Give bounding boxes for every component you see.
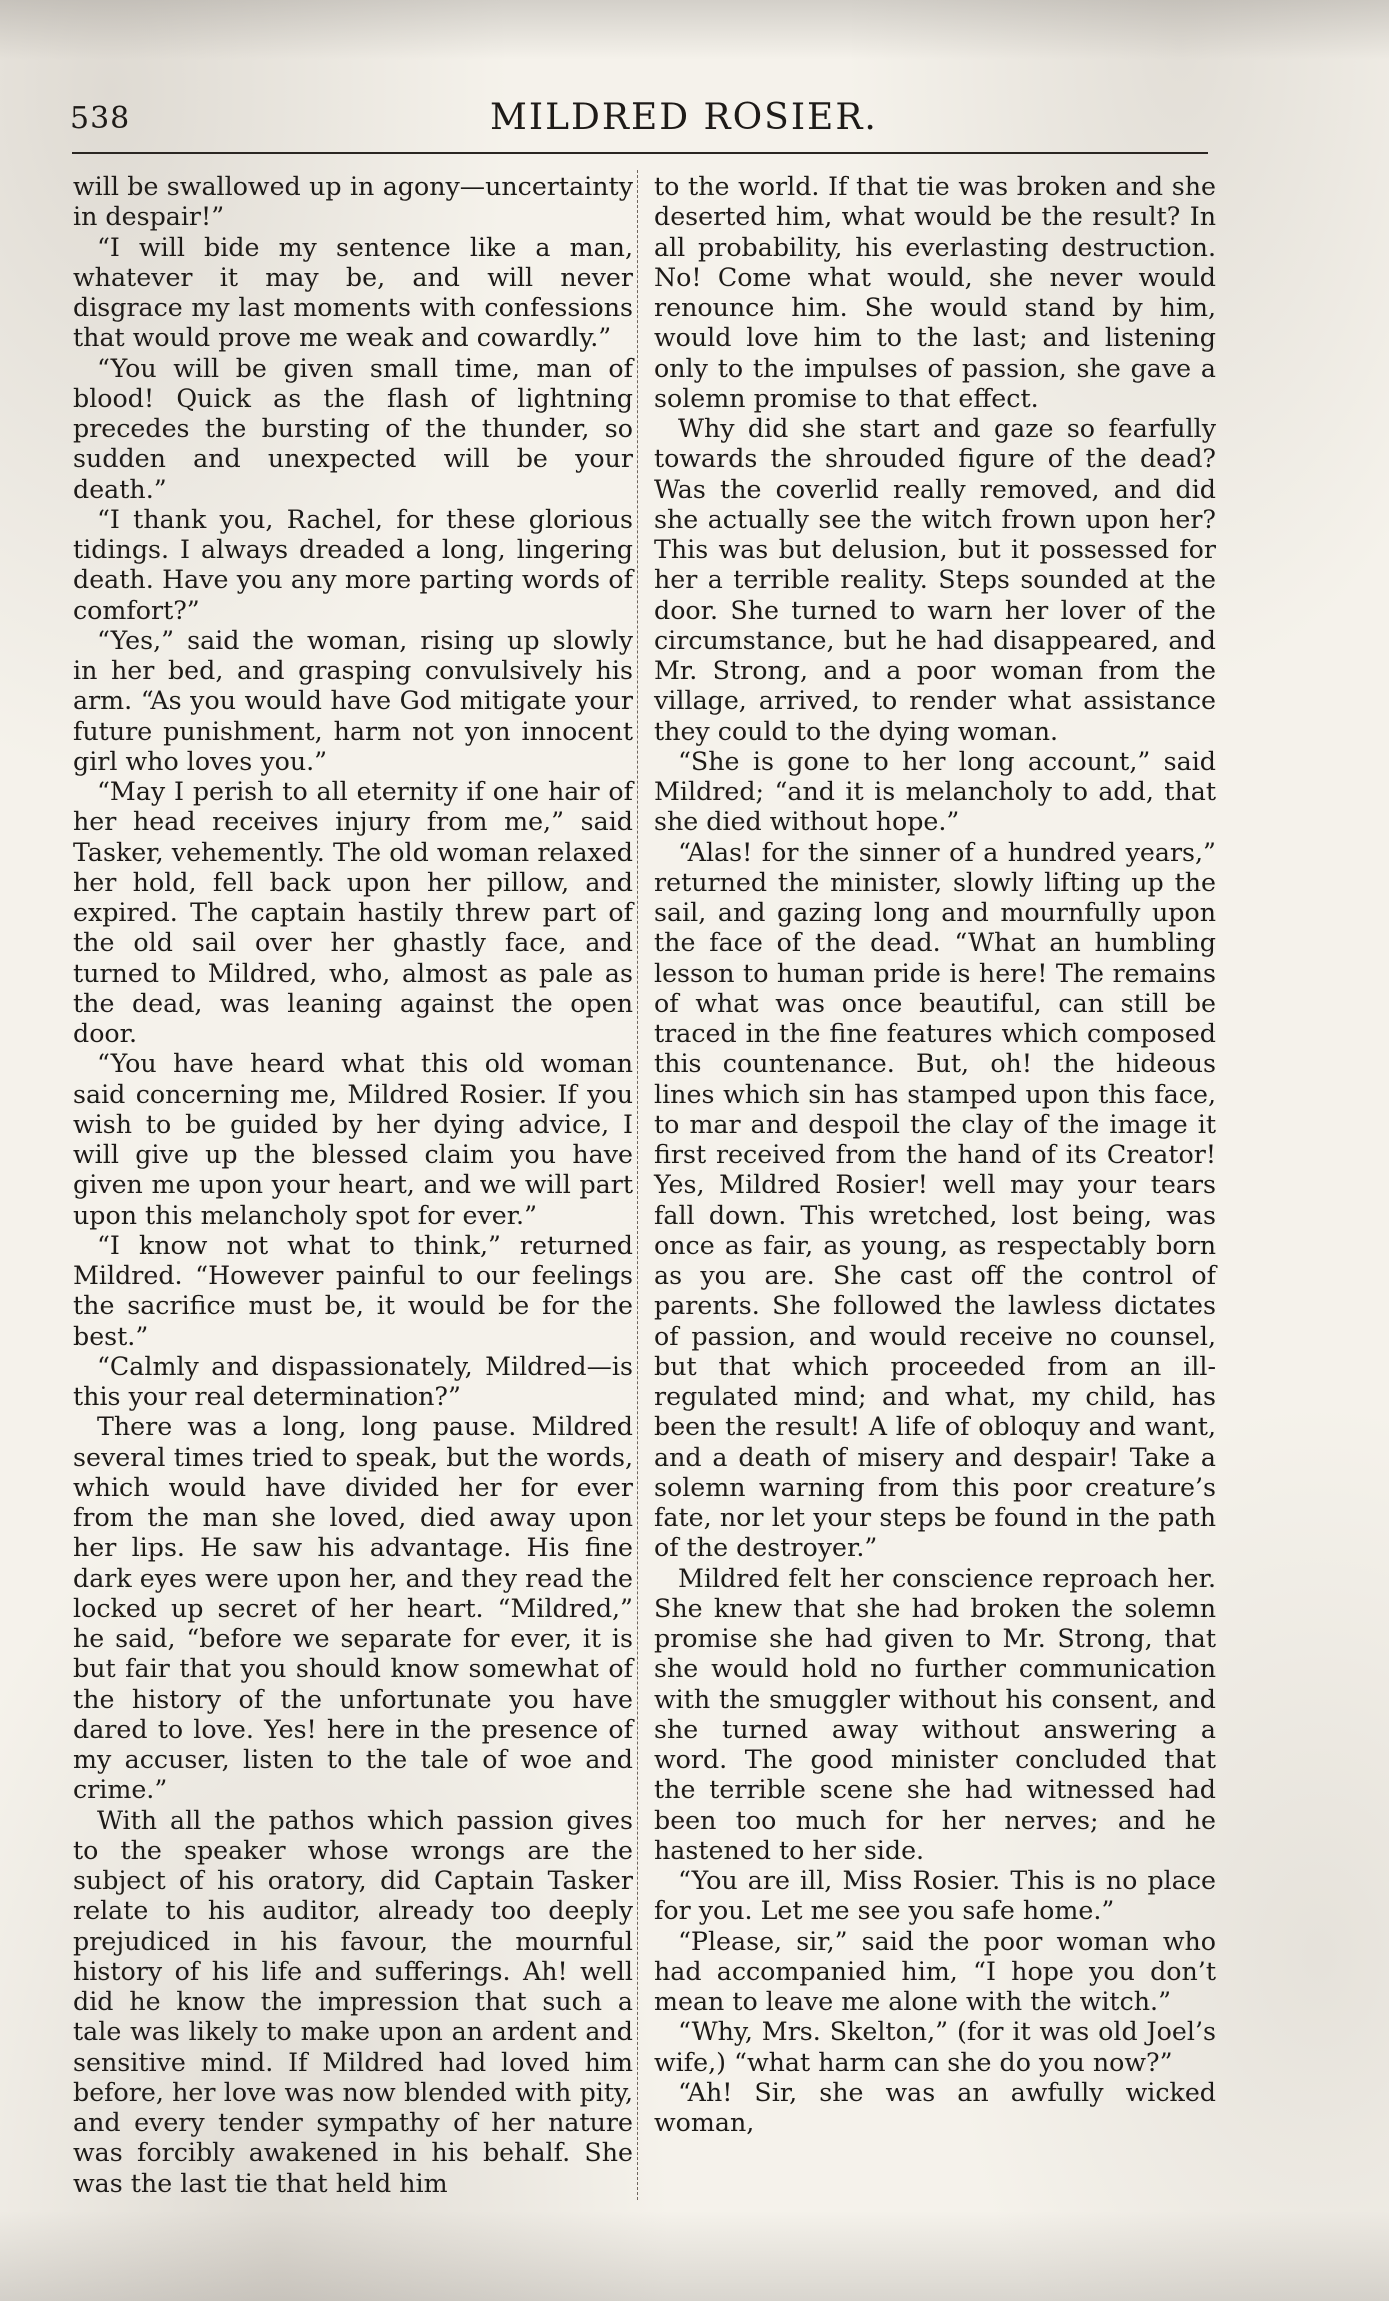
paragraph: “Alas! for the sinner of a hundred years,” returned the minister, slowly lifting up the sail, and gazing long and mournfully upon the face of the dead. “What an humbling lesson to human pride is here! The remains of what was once beautiful, can still be traced in the fine features which composed this countenance. But, oh! the hideous lines which sin has stamped upon this face, to mar and despoil the clay of the image it first received from the hand of its Creator! Yes, Mildred Rosier! well may your tears fall down. This wretched, lost being, was once as fair, as young, as respectably born as you are. She cast off the control of parents. She followed the lawless dictates of passion, and would receive no counsel, but that which proceeded from an ill-regulated mind; and what, my child, has been the result! A life of obloquy and want, and a death of misery and despair! Take a solemn warning from this poor creature’s fate, nor let your steps be found in the path of the destroyer.” bbox=[654, 837, 1216, 1563]
header-rule bbox=[72, 152, 1208, 154]
paragraph: “Please, sir,” said the poor woman who had accompanied him, “I hope you don’t mean to leave me alone with the witch.” bbox=[654, 1926, 1216, 2016]
paragraph: “I will bide my sentence like a man, whatever it may be, and will never disgrace my last moments with confessions that would prove me weak and cowardly.” bbox=[73, 232, 633, 353]
paragraph: “You will be given small time, man of blood! Quick as the flash of lightning precedes the bursting of the thunder, so sudden and unexpected will be your death.” bbox=[73, 353, 633, 504]
paragraph: “Yes,” said the woman, rising up slowly in her bed, and grasping convulsively his arm. “As you would have God mitigate your future punishment, harm not yon innocent girl who loves you.” bbox=[73, 625, 633, 776]
paragraph: “She is gone to her long account,” said Mildred; “and it is melancholy to add, that she died without hope.” bbox=[654, 746, 1216, 837]
paragraph: “I know not what to think,” returned Mildred. “However painful to our feelings the sacrifice must be, it would be for the best.” bbox=[73, 1230, 633, 1351]
left-column bbox=[73, 172, 633, 2199]
paragraph: “Why, Mrs. Skelton,” (for it was old Joel’s wife,) “what harm can she do you now?” bbox=[654, 2017, 1216, 2077]
paragraph: Mildred felt her conscience reproach her. She knew that she had broken the solemn promise she had given to Mr. Strong, that she would hold no further communication with the smuggler without his consent, and she turned away without answering a word. The good minister concluded that the terrible scene she had witnessed had been too much for her nerves; and he hastened to her side. bbox=[654, 1563, 1216, 1865]
top-scan-shadow bbox=[0, 0, 1389, 60]
bottom-scan-shadow bbox=[0, 2211, 1389, 2301]
running-title: MILDRED ROSIER. bbox=[490, 97, 878, 138]
paragraph: “You have heard what this old woman said concerning me, Mildred Rosier. If you wish to be guided by her dying advice, I will give up the blessed claim you have given me upon your heart, and we will part upon this melancholy spot for ever.” bbox=[73, 1049, 633, 1230]
right-column bbox=[654, 172, 1216, 2138]
paragraph: “Ah! Sir, she was an awfully wicked woman, bbox=[654, 2077, 1216, 2137]
page-header bbox=[70, 95, 1210, 145]
paragraph: to the world. If that tie was broken and she deserted him, what would be the result? In all probability, his everlasting destruction. No! Come what would, she never would renounce him. She would stand by him, would love him to the last; and listening only to the impulses of passion, she gave a solemn promise to that effect. bbox=[654, 172, 1216, 413]
paragraph: “You are ill, Miss Rosier. This is no place for you. Let me see you safe home.” bbox=[654, 1866, 1216, 1926]
paragraph: With all the pathos which passion gives to the speaker whose wrongs are the subject of his oratory, did Captain Tasker relate to his auditor, already too deeply prejudiced in his favour, the mournful history of his life and sufferings. Ah! well did he know the impression that such a tale was likely to make upon an ardent and sensitive mind. If Mildred had loved him before, her love was now blended with pity, and every tender sympathy of her nature was forcibly awakened in his behalf. She was the last tie that held him bbox=[73, 1805, 633, 2198]
page-number: 538 bbox=[70, 101, 131, 136]
paragraph: will be swallowed up in agony—uncertainty in despair!” bbox=[73, 172, 633, 232]
paragraph: “I thank you, Rachel, for these glorious tidings. I always dreaded a long, lingering death. Have you any more parting words of comfort?” bbox=[73, 504, 633, 625]
column-divider bbox=[637, 170, 638, 2200]
paragraph: “Calmly and dispassionately, Mildred—is this your real determination?” bbox=[73, 1351, 633, 1411]
paragraph: Why did she start and gaze so fearfully towards the shrouded figure of the dead? Was the coverlid really removed, and did she actually see the witch frown upon her? This was but delusion, but it possessed for her a terrible reality. Steps sounded at the door. She turned to warn her lover of the circumstance, but he had disappeared, and Mr. Strong, and a poor woman from the village, arrived, to render what assistance they could to the dying woman. bbox=[654, 414, 1216, 746]
paragraph: “May I perish to all eternity if one hair of her head receives injury from me,” said Tasker, vehemently. The old woman relaxed her hold, fell back upon her pillow, and expired. The captain hastily threw part of the old sail over her ghastly face, and turned to Mildred, who, almost as pale as the dead, was leaning against the open door. bbox=[73, 777, 633, 1048]
paragraph: There was a long, long pause. Mildred several times tried to speak, but the words, which would have divided her for ever from the man she loved, died away upon her lips. He saw his advantage. His fine dark eyes were upon her, and they read the locked up secret of her heart. “Mildred,” he said, “before we separate for ever, it is but fair that you should know somewhat of the history of the unfortunate you have dared to love. Yes! here in the presence of my accuser, listen to the tale of woe and crime.” bbox=[73, 1412, 633, 1805]
